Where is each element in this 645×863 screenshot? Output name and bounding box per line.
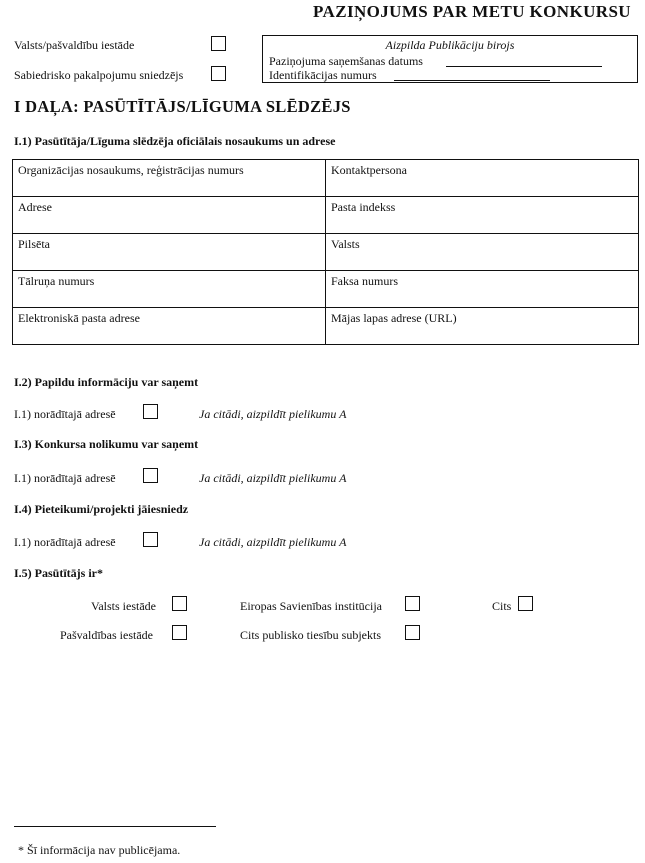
footnote-divider [14, 826, 216, 827]
phone-cell[interactable]: Tālruņa numurs [13, 271, 326, 308]
authority-type-state-checkbox[interactable] [211, 36, 226, 51]
fax-cell[interactable]: Faksa numurs [326, 271, 639, 308]
section-1-5-heading: I.5) Pasūtītājs ir* [14, 566, 103, 580]
id-number-label: Identifikācijas numurs [269, 68, 377, 82]
section-1-3-same-address-checkbox[interactable] [143, 468, 158, 483]
table-row [13, 197, 639, 234]
postal-code-cell[interactable]: Pasta indekss [326, 197, 639, 234]
authority-type-public-utility-checkbox[interactable] [211, 66, 226, 81]
other-public-law-subject-label: Cits publisko tiesību subjekts [240, 628, 382, 642]
section-1-1-heading: I.1) Pasūtītāja/Līguma slēdzēja oficiālais nosaukums un adrese [14, 134, 336, 148]
authority-type-label-state: Valsts/pašvaldību iestāde [14, 38, 135, 52]
section-1-3-option-label: I.1) norādītajā adresē [14, 471, 116, 485]
country-cell[interactable]: Valsts [326, 234, 639, 271]
section-1-2-same-address-checkbox[interactable] [143, 404, 158, 419]
org-name-cell[interactable]: Organizācijas nosaukums, reģistrācijas numurs [13, 160, 326, 197]
authority-type-label-public-utility: Sabiedrisko pakalpojumu sniedzējs [14, 68, 184, 82]
id-number-field[interactable] [394, 80, 550, 81]
table-row [13, 271, 639, 308]
form-title: PAZIŅOJUMS PAR METU KONKURSU [313, 2, 631, 21]
address-cell[interactable]: Adrese [13, 197, 326, 234]
contact-address-table [12, 159, 639, 345]
office-box-heading: Aizpilda Publikāciju birojs [385, 38, 515, 52]
table-row [13, 308, 639, 345]
section-1-4-heading: I.4) Pieteikumi/projekti jāiesniedz [14, 502, 189, 516]
state-institution-label: Valsts iestāde [91, 599, 156, 613]
eu-institution-checkbox[interactable] [405, 596, 420, 611]
section-1-4-option-label: I.1) norādītajā adresē [14, 535, 116, 549]
section-1-4-note: Ja citādi, aizpildīt pielikumu A [199, 535, 347, 549]
other-checkbox[interactable] [518, 596, 533, 611]
email-cell[interactable]: Elektroniskā pasta adrese [13, 308, 326, 345]
table-row [13, 234, 639, 271]
municipal-institution-label: Pašvaldības iestāde [60, 628, 153, 642]
section-1-4-same-address-checkbox[interactable] [143, 532, 158, 547]
website-cell[interactable]: Mājas lapas adrese (URL) [326, 308, 639, 345]
part1-heading: I DAĻA: PASŪTĪTĀJS/LĪGUMA SLĒDZĒJS [14, 97, 351, 116]
section-1-3-heading: I.3) Konkursa nolikumu var saņemt [14, 437, 199, 451]
other-public-law-subject-checkbox[interactable] [405, 625, 420, 640]
eu-institution-label: Eiropas Savienības institūcija [240, 599, 382, 613]
received-date-field[interactable] [446, 66, 602, 67]
publications-office-box [262, 35, 638, 83]
footnote: * Šī informācija nav publicējama. [18, 843, 181, 857]
city-cell[interactable]: Pilsēta [13, 234, 326, 271]
contact-person-cell[interactable]: Kontaktpersona [326, 160, 639, 197]
other-label: Cits [492, 599, 512, 613]
section-1-2-option-label: I.1) norādītajā adresē [14, 407, 116, 421]
table-row [13, 160, 639, 197]
section-1-2-note: Ja citādi, aizpildīt pielikumu A [199, 407, 347, 421]
received-date-label: Paziņojuma saņemšanas datums [269, 54, 423, 68]
municipal-institution-checkbox[interactable] [172, 625, 187, 640]
section-1-2-heading: I.2) Papildu informāciju var saņemt [14, 375, 199, 389]
state-institution-checkbox[interactable] [172, 596, 187, 611]
section-1-3-note: Ja citādi, aizpildīt pielikumu A [199, 471, 347, 485]
